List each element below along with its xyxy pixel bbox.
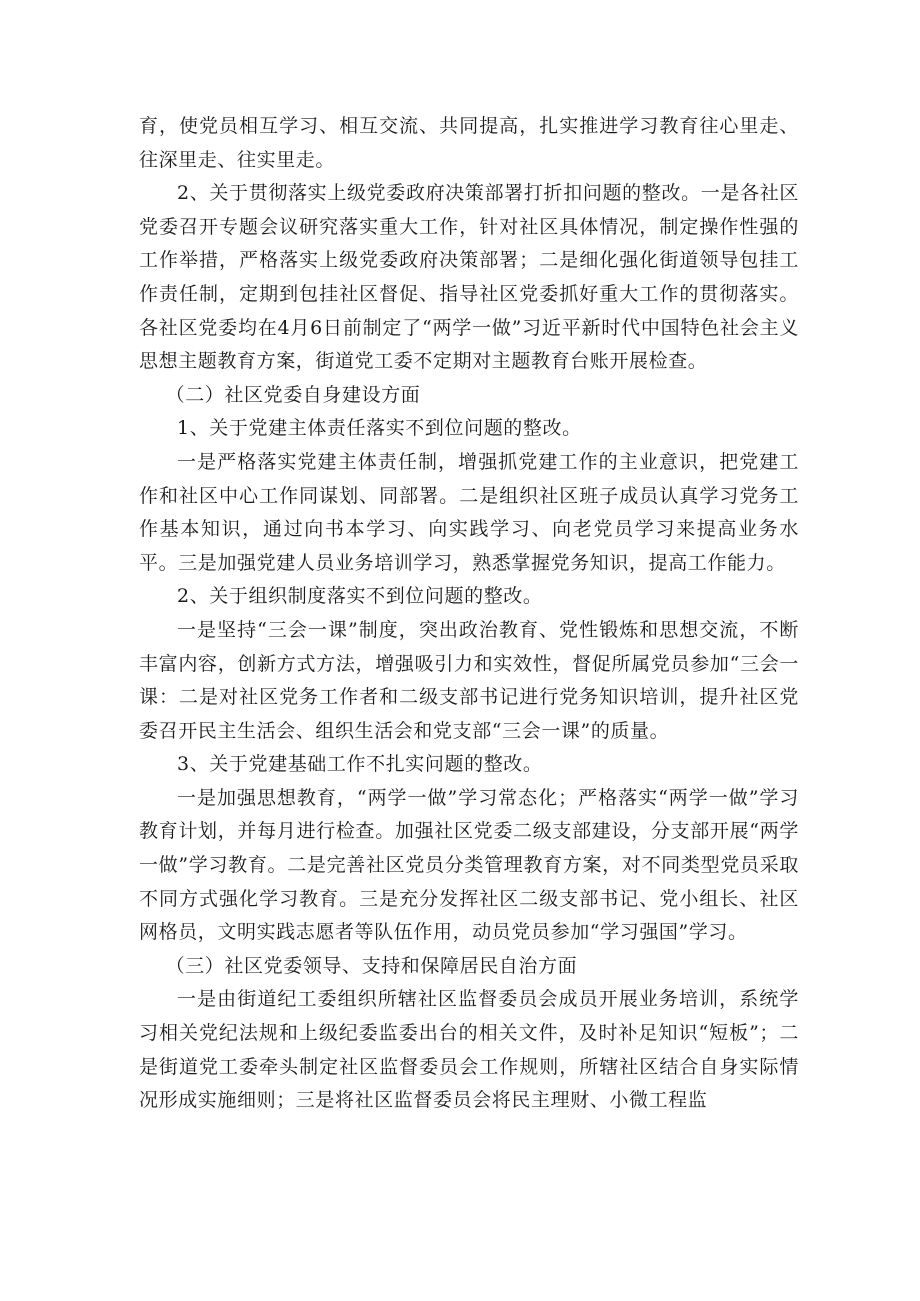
paragraph-6: 一是坚持“三会一课”制度，突出政治教育、党性锻炼和思想交流，不断丰富内容，创新方式方法，增强吸引力和实效性，督促所属党员参加“三会一课：二是对社区党务工作者和二级支部书记进行党务知识培训，提升社区党委召开民主生活会、组织生活会和党支部“三会一课”的质量。 bbox=[139, 618, 799, 742]
paragraph-3: 1、关于党建主体责任落实不到位问题的整改。 bbox=[177, 417, 582, 440]
paragraph-9: 一是由街道纪工委组织所辖社区监督委员会成员开展业务培训，系统学习相关党纪法规和上级纪委监委出台的相关文件，及时补足知识“短板”；二是街道党工委牵头制定社区监督委员会工作规则，所辖社区结合自身实际情况形成实施细则；三是将社区监督委员会将民主理财、小微工程监 bbox=[139, 988, 799, 1112]
paragraph-7: 3、关于党建基础工作不扎实问题的整改。 bbox=[177, 753, 543, 776]
paragraph-1: 育，使党员相互学习、相互交流、共同提高，扎实推进学习教育往心里走、往深里走、往实里走。 bbox=[139, 115, 799, 171]
paragraph-2: 2、关于贯彻落实上级党委政府决策部署打折扣问题的整改。一是各社区党委召开专题会议研究落实重大工作，针对社区具体情况，制定操作性强的工作举措，严格落实上级党委政府决策部署；二是细化强化街道领导包挂工作责任制，定期到包挂社区督促、指导社区党委抓好重大工作的贯彻落实。各社区党委均在4月6日前制定了“两学一做”习近平新时代中国特色社会主义思想主题教育方案，街道党工委不定期对主题教育台账开展检查。 bbox=[139, 182, 799, 373]
section-heading-2: （二）社区党委自身建设方面 bbox=[165, 383, 421, 406]
paragraph-4: 一是严格落实党建主体责任制，增强抓党建工作的主业意识，把党建工作和社区中心工作同谋划、同部署。二是组织社区班子成员认真学习党务工作基本知识，通过向书本学习、向实践学习、向老党员学习来提高业务水平。三是加强党建人员业务培训学习，熟悉掌握党务知识，提高工作能力。 bbox=[139, 450, 799, 574]
document-body bbox=[139, 110, 799, 1118]
paragraph-8: 一是加强思想教育，“两学一做”学习常态化；严格落实“两学一做”学习教育计划，并每月进行检查。加强社区党委二级支部建设，分支部开展“两学一做”学习教育。二是完善社区党员分类管理教育方案，对不同类型党员采取不同方式强化学习教育。三是充分发挥社区二级支部书记、党小组长、社区网格员，文明实践志愿者等队伍作用，动员党员参加“学习强国”学习。 bbox=[139, 786, 799, 944]
paragraph-5: 2、关于组织制度落实不到位问题的整改。 bbox=[177, 585, 543, 608]
section-heading-3: （三）社区党委领导、支持和保障居民自治方面 bbox=[165, 954, 578, 977]
